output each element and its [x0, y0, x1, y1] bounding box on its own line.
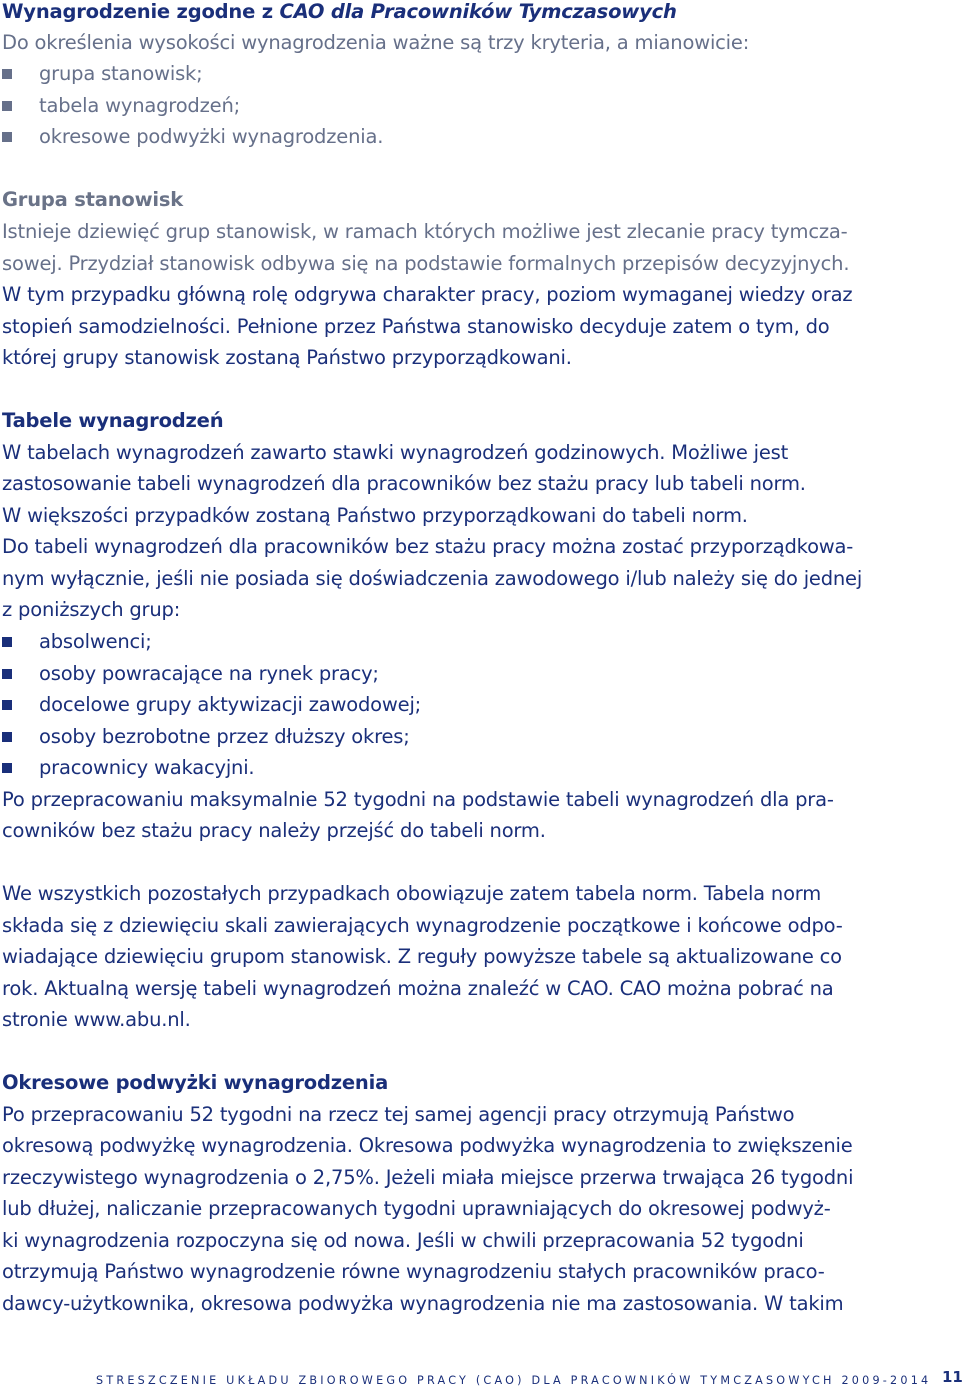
intro-text: Do określenia wysokości wynagrodzenia ważne są trzy kryteria, a mianowicie: [2, 31, 750, 54]
section-title-okresowe: Okresowe podwyżki wynagrodzenia [2, 1071, 389, 1094]
paragraph-line: We wszystkich pozostałych przypadkach obowiązuje zatem tabela norm. Tabela norm [2, 882, 822, 905]
paragraph-line: otrzymują Państwo wynagrodzenie równe wynagrodzeniu stałych pracowników praco- [2, 1260, 825, 1283]
title-part-b: CAO dla Pracowników Tymczasowych [279, 0, 677, 23]
section-title-grupa-stanowisk: Grupa stanowisk [2, 188, 184, 211]
section-title-tabele: Tabele wynagrodzeń [2, 409, 224, 432]
paragraph-line: dawcy-użytkownika, okresowa podwyżka wynagrodzenia nie ma zastosowania. W takim [2, 1292, 844, 1315]
paragraph-line: W większości przypadków zostaną Państwo przyporządkowani do tabeli norm. [2, 504, 748, 527]
list-item: absolwenci; [39, 630, 152, 653]
page-number: 11 [942, 1368, 963, 1386]
bullet-square-icon [2, 637, 12, 647]
paragraph-line: wiadające dziewięciu grupom stanowisk. Z reguły powyższe tabele są aktualizowane co [2, 945, 842, 968]
paragraph-line: cowników bez stażu pracy należy przejść do tabeli norm. [2, 819, 546, 842]
bullet-square-icon [2, 132, 12, 142]
paragraph-line: ki wynagrodzenia rozpoczyna się od nowa. Jeśli w chwili przepracowania 52 tygodni [2, 1229, 804, 1252]
bullet-square-icon [2, 69, 12, 79]
paragraph-line: stronie www.abu.nl. [2, 1008, 191, 1031]
page-footer: STRESZCZENIE UKŁADU ZBIOROWEGO PRACY (CAO) DLA PRACOWNIKÓW TYMCZASOWYCH 2009-2014 [96, 1373, 932, 1387]
title-part-a: Wynagrodzenie zgodne z [2, 0, 280, 23]
paragraph-line: rok. Aktualną wersję tabeli wynagrodzeń można znaleźć w CAO. CAO można pobrać na [2, 977, 834, 1000]
list-item: osoby bezrobotne przez dłuższy okres; [39, 725, 410, 748]
section-title-wynagrodzenie [2, 0, 677, 26]
paragraph-line: Istnieje dziewięć grup stanowisk, w ramach których możliwe jest zlecanie pracy tymcza- [2, 220, 848, 243]
paragraph-line: z poniższych grup: [2, 598, 181, 621]
bullet-square-icon [2, 763, 12, 773]
bullet-square-icon [2, 669, 12, 679]
list-item: docelowe grupy aktywizacji zawodowej; [39, 693, 422, 716]
paragraph-line: Do tabeli wynagrodzeń dla pracowników bez stażu pracy można zostać przyporządkowa- [2, 535, 854, 558]
paragraph-line: lub dłużej, naliczanie przepracowanych tygodni uprawniających do okresowej podwyż- [2, 1197, 831, 1220]
paragraph-line: Po przepracowaniu maksymalnie 52 tygodni na podstawie tabeli wynagrodzeń dla pra- [2, 788, 834, 811]
paragraph-line: składa się z dziewięciu skali zawierających wynagrodzenie początkowe i końcowe odpo- [2, 914, 843, 937]
paragraph-line: nym wyłącznie, jeśli nie posiada się doświadczenia zawodowego i/lub należy się do jednej [2, 567, 863, 590]
list-item: okresowe podwyżki wynagrodzenia. [39, 125, 384, 148]
bullet-square-icon [2, 700, 12, 710]
bullet-square-icon [2, 732, 12, 742]
paragraph-line: stopień samodzielności. Pełnione przez Państwa stanowisko decyduje zatem o tym, do [2, 315, 830, 338]
paragraph-line: W tym przypadku główną rolę odgrywa charakter pracy, poziom wymaganej wiedzy oraz [2, 283, 853, 306]
paragraph-line: okresową podwyżkę wynagrodzenia. Okresowa podwyżka wynagrodzenia to zwiększenie [2, 1134, 853, 1157]
paragraph-line: rzeczywistego wynagrodzenia o 2,75%. Jeżeli miała miejsce przerwa trwająca 26 tygodni [2, 1166, 854, 1189]
paragraph-line: sowej. Przydział stanowisk odbywa się na podstawie formalnych przepisów decyzyjnych. [2, 252, 850, 275]
list-item: grupa stanowisk; [39, 62, 203, 85]
paragraph-line: W tabelach wynagrodzeń zawarto stawki wynagrodzeń godzinowych. Możliwe jest [2, 441, 789, 464]
list-item: osoby powracające na rynek pracy; [39, 662, 379, 685]
list-item: pracownicy wakacyjni. [39, 756, 255, 779]
paragraph-line: Po przepracowaniu 52 tygodni na rzecz tej samej agencji pracy otrzymują Państwo [2, 1103, 795, 1126]
list-item: tabela wynagrodzeń; [39, 94, 240, 117]
paragraph-line: zastosowanie tabeli wynagrodzeń dla pracowników bez stażu pracy lub tabeli norm. [2, 472, 806, 495]
bullet-square-icon [2, 101, 12, 111]
paragraph-line: której grupy stanowisk zostaną Państwo przyporządkowani. [2, 346, 572, 369]
